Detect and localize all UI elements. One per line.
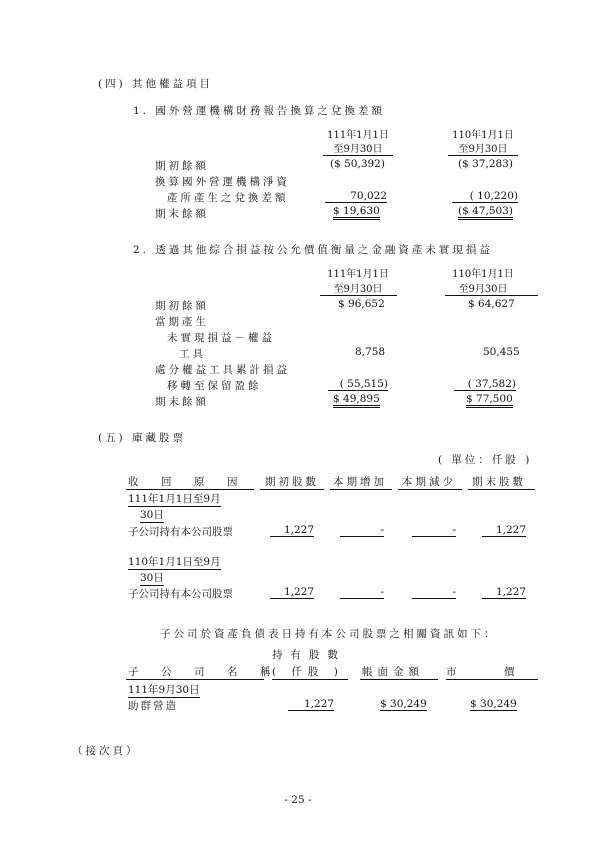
ts-row-value: -	[412, 524, 456, 537]
sub-row-market: $ 30,249	[470, 698, 517, 710]
ts-header-closing: 期末股數	[472, 476, 526, 488]
sub2-row-value: $ 96,652	[338, 298, 385, 310]
unit-note: ( 單位：仟股 )	[438, 454, 533, 466]
sub-row-shares: 1,227	[288, 698, 334, 711]
sub1-row-value: ($ 50,392)	[330, 158, 385, 170]
sub-header-rule	[360, 679, 438, 680]
sub-header-held: ( 仟股 )	[272, 666, 344, 678]
sub2-row-label: 期初餘額	[155, 300, 209, 312]
sub2-row-label: 期末餘額	[155, 396, 209, 408]
sub2-row-value: $ 64,627	[468, 298, 515, 310]
sub2-row-value: 50,455	[483, 346, 520, 358]
sub-header-held-top: 持有股數	[272, 649, 346, 661]
sub-header-rule	[446, 679, 538, 680]
ts-row-value: -	[412, 586, 456, 599]
sub2-row-value: $ 77,500	[466, 393, 513, 408]
sub2-col1-header-l1: 111年1月1日	[327, 269, 389, 280]
sub1-col1-header-l1: 111年1月1日	[327, 130, 389, 141]
ts-row-value: -	[340, 524, 384, 537]
sub1-row-label: 期末餘額	[155, 208, 209, 220]
sub1-row-value: ($ 37,283)	[458, 158, 513, 170]
continue-note: （接次頁）	[72, 745, 140, 757]
sub1-row-value: ( 10,220)	[452, 190, 518, 203]
sub-row-name: 助群營造	[128, 700, 178, 712]
ts-header-increase: 本期增加	[333, 476, 387, 488]
sub1-col2-header-l2: 至9月30日	[448, 140, 518, 156]
ts-header-decrease: 本期減少	[402, 476, 456, 488]
sub-row-book: $ 30,249	[380, 698, 427, 710]
sub-period: 111年9月30日	[128, 684, 200, 696]
sub-header-rule	[126, 679, 264, 680]
sub1-row-value: ($ 47,503)	[458, 205, 513, 220]
sub2-col2-header-l1: 110年1月1日	[452, 269, 514, 280]
sub2-title: 2. 透過其他綜合損益按公允價值衡量之金融資產未實現損益	[133, 244, 493, 256]
ts-row-value: 1,227	[482, 524, 526, 537]
page-number: - 25 -	[284, 794, 312, 806]
ts-row-label: 子公司持有本公司股票	[128, 526, 233, 538]
sub-header-name: 子 公 司 名 稱	[128, 666, 277, 678]
sub2-row-value: ( 37,582)	[454, 378, 516, 391]
sub2-row-label: 當期產生	[155, 316, 209, 328]
ts-period-1-cont: 30日	[140, 509, 164, 521]
sub1-title: 1. 國外營運機構財務報告換算之兌換差額	[133, 105, 385, 117]
ts-row-value: 1,227	[270, 524, 314, 537]
sub2-col2-header-rule	[445, 295, 538, 296]
ts-header-rule	[126, 489, 254, 490]
ts-header-rule	[468, 489, 535, 490]
ts-row-value: 1,227	[482, 586, 526, 599]
sub-header-book: 帳面金額	[362, 666, 424, 678]
sub2-col1-header-rule	[320, 295, 397, 296]
ts-period-2: 110年1月1日至9月	[128, 556, 221, 568]
ts-header-reason: 收 回 原 因	[128, 476, 244, 488]
ts-period-1: 111年1月1日至9月	[128, 493, 221, 505]
sub-header-market: 市 價	[446, 666, 519, 678]
sub2-row-value: 8,758	[355, 346, 386, 358]
section-5-title: (五) 庫藏股票	[98, 432, 187, 444]
sub1-row-label: 換算國外營運機構淨資	[155, 176, 290, 188]
sub2-row-value: ( 55,515)	[328, 378, 388, 391]
ts-header-opening: 期初股數	[265, 476, 319, 488]
ts-row-value: -	[340, 586, 384, 599]
sub2-row-label: 處分權益工具累計損益	[155, 364, 290, 376]
sub2-row-label: 工具	[179, 348, 206, 360]
subsidiary-note: 子公司於資產負債表日持有本公司股票之相關資訊如下：	[160, 628, 498, 640]
ts-header-rule	[330, 489, 392, 490]
sub2-row-value: $ 49,895	[333, 393, 380, 408]
ts-header-rule	[260, 489, 324, 490]
sub1-col2-header-l1: 110年1月1日	[452, 130, 514, 141]
sub1-col1-header-l2: 至9月30日	[323, 140, 393, 156]
sub-header-rule	[272, 679, 348, 680]
sub1-row-label: 期初餘額	[155, 160, 209, 172]
sub1-row-label: 產所產生之兌換差額	[167, 192, 289, 204]
ts-header-rule	[398, 489, 462, 490]
ts-row-value: 1,227	[270, 586, 314, 599]
sub1-row-value: 70,022	[325, 190, 387, 203]
ts-period-2-cont: 30日	[140, 572, 164, 584]
sub2-col2-header-l2: 至9月30日	[458, 284, 508, 295]
ts-row-label: 子公司持有本公司股票	[128, 588, 233, 600]
sub2-row-label: 移轉至保留盈餘	[167, 380, 262, 392]
sub1-row-value: $ 19,630	[333, 205, 380, 220]
sub2-row-label: 未實現損益－權益	[167, 332, 275, 344]
section-4-title: (四) 其他權益項目	[98, 78, 214, 90]
sub2-col1-header-l2: 至9月30日	[333, 284, 383, 295]
